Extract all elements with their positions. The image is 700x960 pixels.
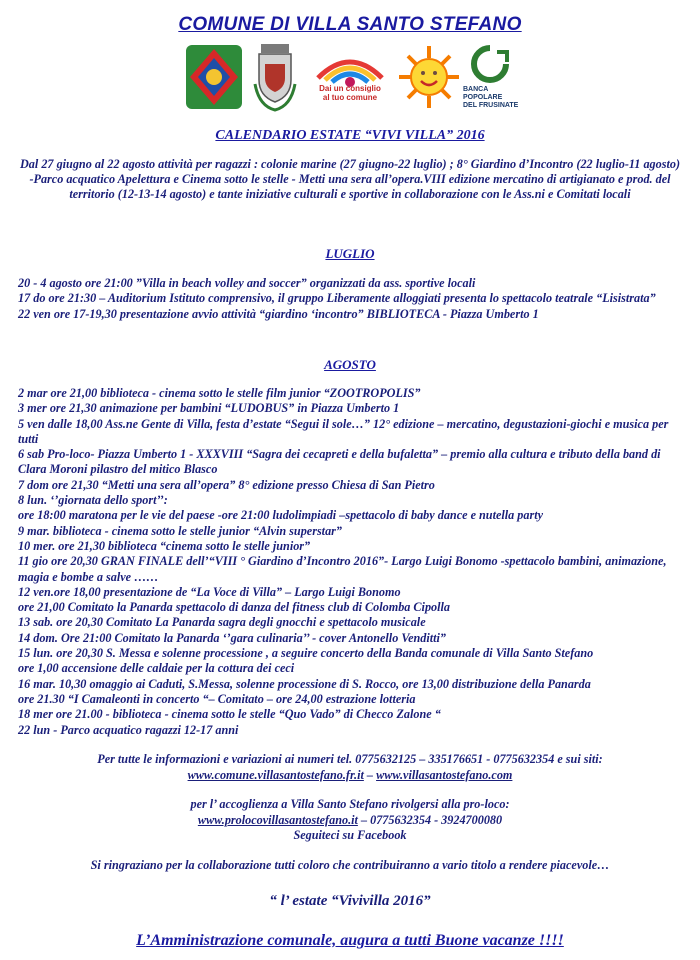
info-line: Per tutte le informazioni e variazioni ai numeri tel. 0775632125 – 335176651 - 0775632354 e sui siti: xyxy=(97,752,603,766)
list-item: 13 sab. ore 20,30 Comitato La Panarda sagra degli gnocchi e spettacolo musicale xyxy=(18,615,426,630)
list-item: ore 21,00 Comitato la Panarda spettacolo di danza del fitness club di Colomba Cipolla xyxy=(18,600,451,615)
agosto-events xyxy=(18,386,688,738)
list-item: 10 mer. ore 21,30 biblioteca “cinema sotto le stelle junior” xyxy=(18,538,311,553)
consiglio-text-2: al tuo comune xyxy=(322,93,378,102)
list-item: ore 18:00 maratona per le vie del paese -ore 21:00 ludolimpiadi –spettacolo di baby dance e nutella party xyxy=(18,508,544,523)
list-item: 3 mer ore 21,30 animazione per bambini “LUDOBUS” in Piazza Umberto 1 xyxy=(18,401,400,416)
intro-paragraph: Dal 27 giugno al 22 agosto attività per ragazzi : colonie marine (27 giugno-22 luglio) ; 8° Giardino d’Incontro (22 luglio-11 agosto) -Parco acquatico Apelettura e Cinema sotto le stelle - Metti una sera all’opera.VIII edizione mercatino di artigianato e prod. del territorio (12-13-14 agosto) e tante iniziative culturali e sportive in collaborazione con le Ass.ni e Comitati locali xyxy=(20,157,681,202)
proloco-block xyxy=(0,797,700,844)
proloco-contact-line xyxy=(0,813,700,829)
bank-text-1: BANCA POPOLARE xyxy=(463,86,503,101)
villa-website-link[interactable]: www.villasantostefano.com xyxy=(376,767,513,782)
list-item: 7 dom ore 21,30 “Metti una sera all’opera” 8° edizione presso Chiesa di San Pietro xyxy=(18,477,435,492)
list-item: 9 mar. biblioteca - cinema sotto le stelle junior “Alvin superstar” xyxy=(18,523,342,538)
motto-line: “ l’ estate “Vivivilla 2016” xyxy=(269,893,431,909)
comune-website-link[interactable]: www.comune.villasantostefano.fr.it xyxy=(187,767,364,782)
sites-separator: – xyxy=(363,767,377,782)
sun-logo-icon xyxy=(397,44,461,110)
list-item: 6 sab Pro-loco- Piazza Umberto 1 - XXXVIII “Sagra dei cecapreti e della bufaletta” – premio alla cultura e tributo della band di Clara Moroni pilastro del mitico Blasco xyxy=(18,447,661,477)
list-item: 16 mar. 10,30 omaggio ai Caduti, S.Messa, solenne processione di S. Rocco, ore 13,00 distribuzione della Panarda xyxy=(18,676,591,691)
list-item: 12 ven.ore 18,00 presentazione de “La Voce di Villa” – Largo Luigi Bonomo xyxy=(18,584,401,599)
facebook-line: Seguiteci su Facebook xyxy=(293,828,407,842)
consiglio-text-1: Dai un consiglio xyxy=(319,84,381,93)
proloco-phones: – 0775632354 - 3924700080 xyxy=(357,812,503,827)
list-item: 5 ven dalle 18,00 Ass.ne Gente di Villa, festa d’estate “Segui il sole…” 12° edizione – mercatino, degustazioni-giochi e musica per tutti xyxy=(18,416,669,446)
closing-line: L’Amministrazione comunale, augura a tutti Buone vacanze !!!! xyxy=(136,932,564,949)
section-heading-luglio: LUGLIO xyxy=(325,246,375,261)
coat-of-arms-icon xyxy=(253,44,297,112)
list-item: 2 mar ore 21,00 biblioteca - cinema sotto le stelle film junior “ZOOTROPOLIS” xyxy=(18,386,421,400)
list-item: 22 lun - Parco acquatico ragazzi 12-17 anni xyxy=(18,722,239,737)
list-item: 8 lun. ‘’giornata dello sport’’: xyxy=(18,493,168,508)
proloco-website-link[interactable]: www.prolocovillasantostefano.it xyxy=(197,812,358,827)
proloco-line: per l’ accoglienza a Villa Santo Stefano rivolgersi alla pro-loco: xyxy=(190,797,510,811)
bank-logo-icon xyxy=(463,44,519,109)
list-item: 22 ven ore 17-19,30 presentazione avvio attività “giardino ‘incontro” BIBLIOTECA - Piazza Umberto 1 xyxy=(18,306,539,321)
luglio-events xyxy=(18,276,688,322)
list-item: 20 - 4 agosto ore 21:00 ”Villa in beach volley and soccer” organizzati da ass. sportive locali xyxy=(18,276,476,290)
contact-block xyxy=(0,752,700,783)
list-item: ore 1,00 accensione delle caldaie per la cottura dei ceci xyxy=(18,661,295,676)
bank-text-2: DEL FRUSINATE xyxy=(463,102,519,109)
list-item: 15 lun. ore 20,30 S. Messa e solenne processione , a seguire concerto della Banda comunale di Villa Santo Stefano xyxy=(18,646,594,661)
thanks-line: Si ringraziano per la collaborazione tutti coloro che contribuiranno a vario titolo a rendere piacevole… xyxy=(90,858,610,872)
logo-row xyxy=(185,44,519,114)
list-item: 11 gio ore 20,30 GRAN FINALE dell’“VIII ° Giardino d’Incontro 2016”- Largo Luigi Bonomo -spettacolo bambini, animazione, magia e bombe a salve …… xyxy=(18,554,667,584)
region-emblem-icon xyxy=(185,44,243,110)
section-heading-agosto: AGOSTO xyxy=(324,357,376,372)
list-item: 14 dom. Ore 21:00 Comitato la Panarda ‘’gara culinaria’’ - cover Antonello Venditti” xyxy=(18,630,447,645)
calendar-title: CALENDARIO ESTATE “VIVI VILLA” 2016 xyxy=(215,128,485,143)
list-item: ore 21.30 “I Camaleonti in concerto “– Comitato – ore 24,00 estrazione lotteria xyxy=(18,691,416,706)
list-item: 17 do ore 21:30 – Auditorium Istituto comprensivo, il gruppo Liberamente alloggiati presenta lo spettacolo teatrale “Lisistrata” xyxy=(18,291,656,306)
page-title: COMUNE DI VILLA SANTO STEFANO xyxy=(178,14,522,35)
websites-line xyxy=(0,768,700,784)
list-item: 18 mer ore 21.00 - biblioteca - cinema sotto le stelle “Quo Vado” di Checco Zalone “ xyxy=(18,707,441,722)
consiglio-logo-icon xyxy=(310,44,390,104)
